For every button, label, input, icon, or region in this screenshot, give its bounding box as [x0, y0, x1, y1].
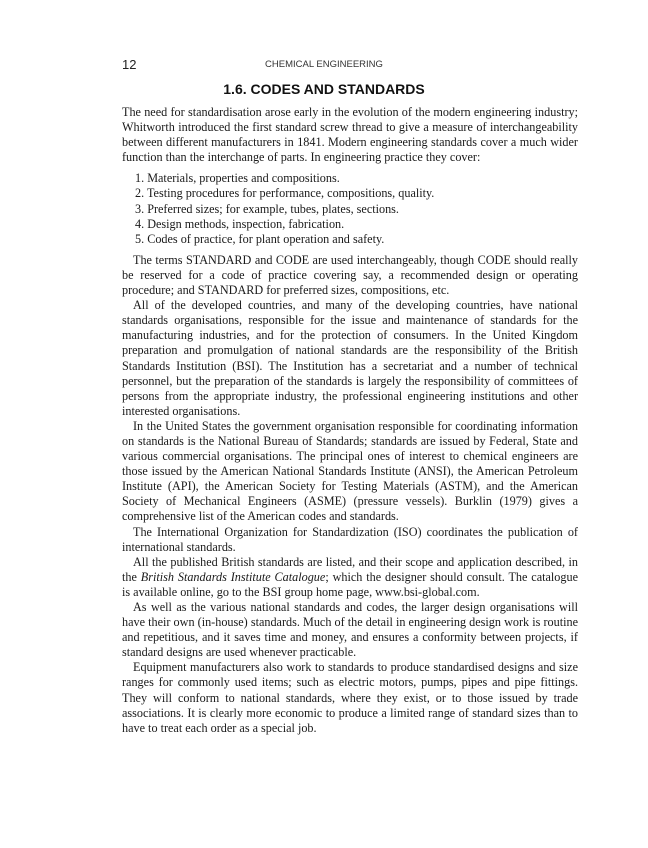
bsi-text-after: ; which the designer should consult. The catalogue is available online, go to the BSI group home page, www.bsi-global.com. — [122, 569, 578, 599]
paragraph-standard-vs-code: The terms STANDARD and CODE are used interchangeably, though CODE should really be reserved for a code of practice covering say, a recommended design or operating procedure; and STANDARD for preferred sizes, compositions, etc. — [122, 252, 578, 298]
bsi-text-before: All the published British standards are listed, and their scope and application described, in the — [122, 554, 578, 584]
list-item: 4. Design methods, inspection, fabrication. — [135, 216, 345, 231]
paragraph-in-house-standards: As well as the various national standards and codes, the larger design organisations will have their own (in-house) standards. Much of the detail in engineering design work is routine and repetitious, and it saves time and money, and ensures a conformity between projects, if standard designs are used whenever practicable. — [122, 600, 578, 660]
paragraph-national-organisations: All of the developed countries, and many of the developing countries, have national standards organisations, responsible for the issue and maintenance of standards for the manufacturing industries, and for the protection of consumers. In the United Kingdom preparation and promulgation of national standards are the responsibility of the British Standards Institution (BSI). The Institution has a secretariat and a number of technical personnel, but the preparation of the standards is largely the responsibility of committees of persons from the appropriate industry, the professional engineering institutions and other interested organisations. — [122, 298, 578, 418]
page-number: 12 — [122, 57, 137, 72]
body-text — [122, 105, 578, 736]
coverage-list — [122, 171, 578, 246]
catalogue-title: British Standards Institute Catalogue — [140, 569, 326, 584]
paragraph-united-states: In the United States the government organisation responsible for coordinating information on standards is the National Bureau of Standards; standards are issued by Federal, State and various commercial organisations. The principal ones of interest to chemical engineers are those issued by the American National Standards Institute (ANSI), the American Petroleum Institute (API), the American Society for Testing Materials (ASTM), and the American Society of Mechanical Engineers (ASME) (pressure vessels). Burklin (1979) gives a comprehensive list of the American codes and standards. — [122, 418, 578, 524]
list-item: 2. Testing procedures for performance, compositions, quality. — [135, 186, 435, 201]
intro-paragraph: The need for standardisation arose early in the evolution of the modern engineering industry; Whitworth introduced the first standard screw thread to give a measure of interchangeability between different manufacturers in 1841. Modern engineering standards cover a much wider function than the interchange of parts. In engineering practice they cover: — [122, 105, 578, 165]
paragraph-bsi-catalogue — [122, 555, 578, 600]
running-head: CHEMICAL ENGINEERING — [265, 59, 383, 70]
paragraph-iso: The International Organization for Standardization (ISO) coordinates the publication of international standards. — [122, 524, 578, 554]
list-item: 3. Preferred sizes; for example, tubes, plates, sections. — [135, 201, 399, 216]
list-item: 1. Materials, properties and compositions. — [135, 171, 340, 186]
list-item: 5. Codes of practice, for plant operation and safety. — [135, 231, 385, 246]
section-title: 1.6. CODES AND STANDARDS — [223, 81, 425, 97]
paragraph-equipment-manufacturers: Equipment manufacturers also work to standards to produce standardised designs and size ranges for commonly used items; such as electric motors, pumps, pipes and pipe fittings. They will conform to national standards, where they exist, or to those issued by trade associations. It is clearly more economic to produce a limited range of standard sizes than to have to treat each order as a special job. — [122, 660, 578, 735]
